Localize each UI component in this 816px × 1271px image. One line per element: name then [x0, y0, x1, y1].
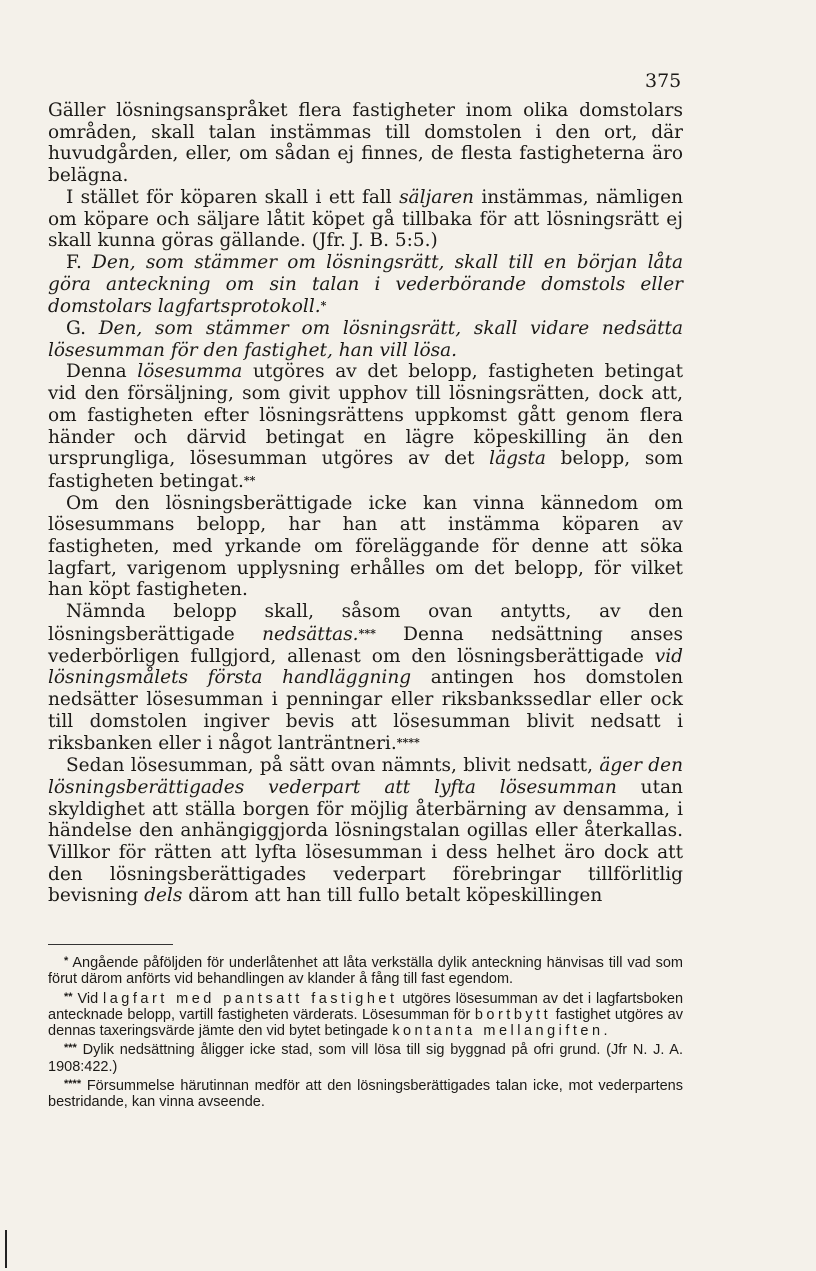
paragraph-text: utan skyldighet att ställa borgen för möjlig återbärning av densamma, i händelse den anhängiggjorda lösningstalan ogillas eller återkallas. Villkor för rätten att lyfta lösesumman i dess helhet äro dock att den lösningsberättigades vederpart förebringar tillförlitlig bevisning [48, 776, 683, 907]
emphasis-text: nedsättas. [262, 623, 359, 645]
footnote-text: Försummelse härutinnan medför att den lösningsberättigades talan icke, mot vederpartens bestridande, kan vinna avseende. [48, 1078, 683, 1111]
emphasis-text: dels [144, 885, 183, 907]
section-letter: G. [66, 318, 99, 340]
footnote-text: Angående påföljden för underlåtenhet att låta verkställa dylik anteckning hänvisas till vad som förut därom anförts vid behandlingen av klander å fång till fast egendom. [48, 955, 683, 988]
footnote-text: fastighet utgöres av dennas taxeringsvärde jämte den vid bytet betingade [48, 1006, 683, 1040]
emphasis-text: säljaren [399, 186, 474, 208]
footnote-text: Dylik nedsättning åligger icke stad, som vill lösa till sig byggnad på ofri grund. (Jfr N. J. A. 1908:422.) [48, 1042, 684, 1075]
emphasis-text: äger den lösningsberättigades vederpart att lyfta lösesumman [48, 755, 684, 798]
paragraph-text: Om den lösningsberättigade icke kan vinna kännedom om lösesummans belopp, har han att instämma köparen av fastigheten, med yrkande om föreläggande för denne att söka lagfart, varigenom upplysning erhålles om det belopp, för vilket han köpt fastigheten. [48, 492, 683, 601]
footnote-marker: *** [64, 1042, 77, 1055]
footnote-2 [48, 989, 683, 1040]
paragraph-withdrawal [48, 755, 683, 907]
footnotes [48, 953, 683, 1112]
spaced-emphasis: bortbytt [474, 1006, 552, 1023]
paragraph-unknown-amount [48, 493, 683, 602]
section-heading-text: Den, som stämmer om lösningsrätt, skall till en början låta göra anteckning om sin talan i vederbörande domstols eller domstolars lagfartsprotokoll. [48, 251, 683, 318]
footnote-1 [48, 953, 683, 988]
paragraph-text: Denna [66, 361, 138, 383]
footnote-divider [48, 944, 173, 945]
spaced-emphasis: kontanta mellangiften. [392, 1023, 612, 1040]
paragraph-text: I stället för köparen skall i ett fall [66, 186, 400, 208]
footnote-reference: **** [396, 736, 420, 750]
footnote-4 [48, 1076, 683, 1111]
paragraph-seller [48, 187, 683, 252]
section-g [48, 318, 683, 361]
footnote-reference: *** [358, 626, 376, 640]
footnote-reference: * [320, 299, 327, 313]
paragraph-text: Sedan lösesumman, på sätt ovan nämnts, blivit nedsatt, [66, 755, 600, 777]
main-text [48, 100, 683, 907]
paragraph-text: därom att han till fullo betalt köpeskillingen [182, 885, 603, 907]
paragraph-text: Nämnda belopp skall, såsom ovan antytts, av den lösningsberättigade [48, 601, 683, 645]
paragraph-jurisdiction [48, 100, 683, 187]
emphasis-text: lägsta [489, 448, 546, 470]
page-number: 375 [645, 70, 682, 92]
emphasis-text: lösesumma [137, 361, 243, 383]
footnote-marker: ** [64, 990, 73, 1003]
section-heading-text: Den, som stämmer om lösningsrätt, skall vidare nedsätta lösesumman för den fastighet, han vill lösa. [48, 318, 683, 361]
section-f [48, 252, 683, 318]
margin-line [5, 1230, 7, 1268]
footnote-text: Vid [77, 990, 103, 1007]
footnote-marker: **** [64, 1078, 82, 1091]
section-letter: F. [66, 251, 93, 273]
paragraph-text: instämmas, nämligen om köpare och säljare låtit köpet gå tillbaka för att lösningsrätt ej skall kunna göras gällande. (Jfr. J. B. 5:5.) [48, 186, 683, 252]
footnote-3 [48, 1040, 683, 1075]
paragraph-text: Denna nedsättning anses vederbörligen fullgjord, allenast om den lösningsberättigade [48, 623, 683, 667]
paragraph-text: Gäller lösningsanspråket flera fastigheter inom olika domstolars områden, skall talan instämmas till domstolen i den ort, där huvudgården, eller, om sådan ej finnes, de flesta fastigheterna äro belägna. [48, 100, 683, 187]
spaced-emphasis: lagfart med pantsatt fastighet [103, 990, 398, 1007]
footnote-reference: ** [243, 473, 256, 487]
footnote-text: utgöres lösesumman av det i lagfartsboken antecknade belopp, vartill fastigheten värderats. Lösesumman för [48, 990, 684, 1023]
paragraph-text: utgöres av det belopp, fastigheten betingat vid den försäljning, som givit upphov till lösningsrätten, dock att, om fastigheten efter lösningsrättens uppkomst gått genom flera händer och därvid betingat en lägre köpeskilling än den ursprungliga, lösesumman utgöres av det [48, 361, 683, 470]
paragraph-deposit [48, 601, 683, 755]
footnote-marker: * [64, 955, 69, 967]
paragraph-lesesumma [48, 361, 683, 492]
paragraph-text: belopp, som fastigheten betingat. [48, 448, 683, 492]
paragraph-text: antingen hos domstolen nedsätter lösesumman i penningar eller riksbankssedlar eller ock till domstolen ingiver bevis att lösesumman blivit nedsatt i riksbanken eller i något lanträntneri. [48, 667, 683, 755]
emphasis-text: vid lösningsmålets första handläggning [48, 645, 683, 689]
